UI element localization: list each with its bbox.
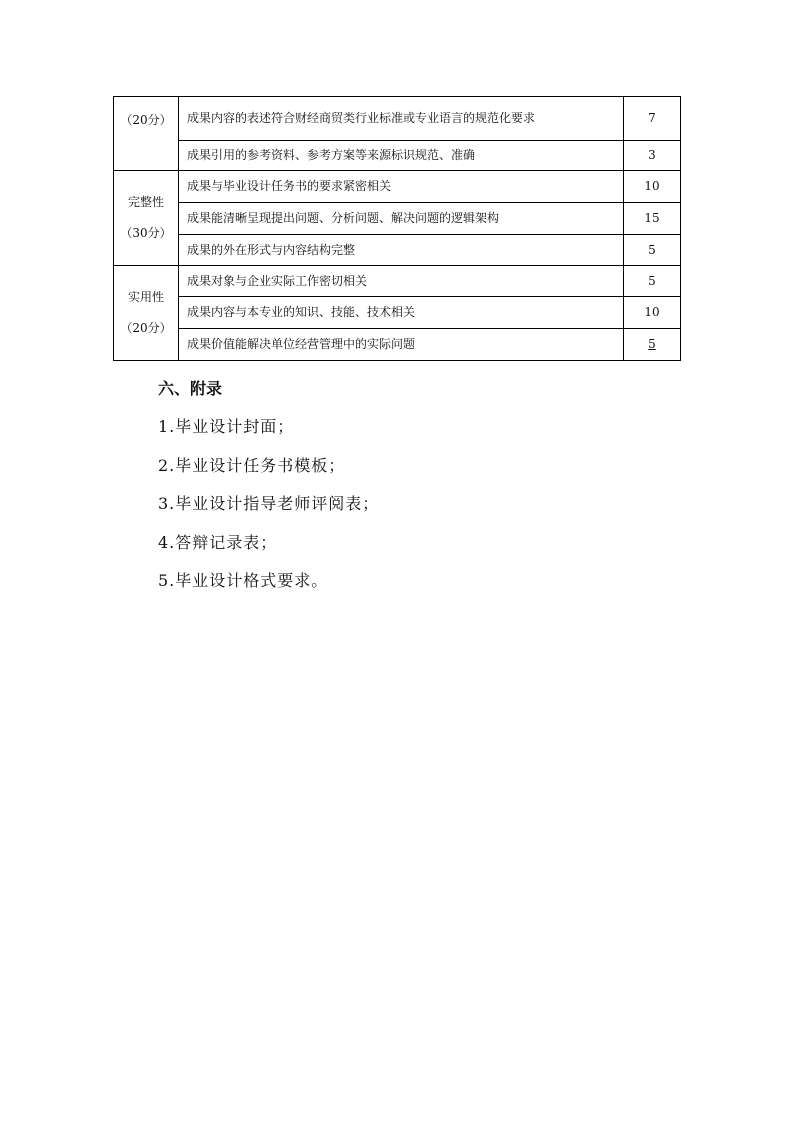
table-row [114,297,681,329]
criterion-description: 成果的外在形式与内容结构完整 [179,235,624,266]
list-item: 1.毕业设计封面； [158,417,295,436]
grading-criteria-table [113,96,681,361]
category-cell-continued [114,97,179,171]
criterion-description: 成果能清晰呈现提出问题、分析问题、解决问题的逻辑架构 [179,203,624,235]
category-cell-practicality [114,266,179,361]
criterion-description: 成果对象与企业实际工作密切相关 [179,266,624,297]
category-points: （20分） [120,113,172,127]
category-cell-completeness [114,171,179,266]
category-points: （30分） [120,226,172,240]
appendix-heading: 六、附录 [158,379,223,398]
table-row [114,235,681,266]
table-row [114,171,681,203]
criterion-score: 10 [624,171,681,203]
appendix-list [158,415,379,608]
criterion-description: 成果内容与本专业的知识、技能、技术相关 [179,297,624,329]
criterion-score: 5 [648,337,656,351]
criterion-score: 3 [624,141,681,171]
criterion-description: 成果与毕业设计任务书的要求紧密相关 [179,171,624,203]
criterion-score: 7 [624,97,681,141]
criterion-description: 成果价值能解决单位经营管理中的实际问题 [179,329,624,361]
table-row [114,266,681,297]
table-row [114,329,681,361]
criterion-score: 10 [624,297,681,329]
criterion-score: 5 [624,235,681,266]
category-name: 实用性 [127,290,164,304]
criterion-score: 15 [624,203,681,235]
list-item: 2.毕业设计任务书模板； [158,455,346,475]
list-item: 5.毕业设计格式要求。 [158,571,329,590]
criterion-description: 成果引用的参考资料、参考方案等来源标识规范、准确 [179,141,624,171]
criterion-description: 成果内容的表述符合财经商贸类行业标准或专业语言的规范化要求 [179,97,624,141]
category-points: （20分） [120,321,172,335]
table-row [114,141,681,171]
category-name: 完整性 [127,195,164,209]
table-row [114,97,681,141]
table-row [114,203,681,235]
list-item: 4.答辩记录表； [158,532,278,552]
criterion-score: 5 [624,266,681,297]
list-item: 3.毕业设计指导老师评阅表； [158,494,380,513]
